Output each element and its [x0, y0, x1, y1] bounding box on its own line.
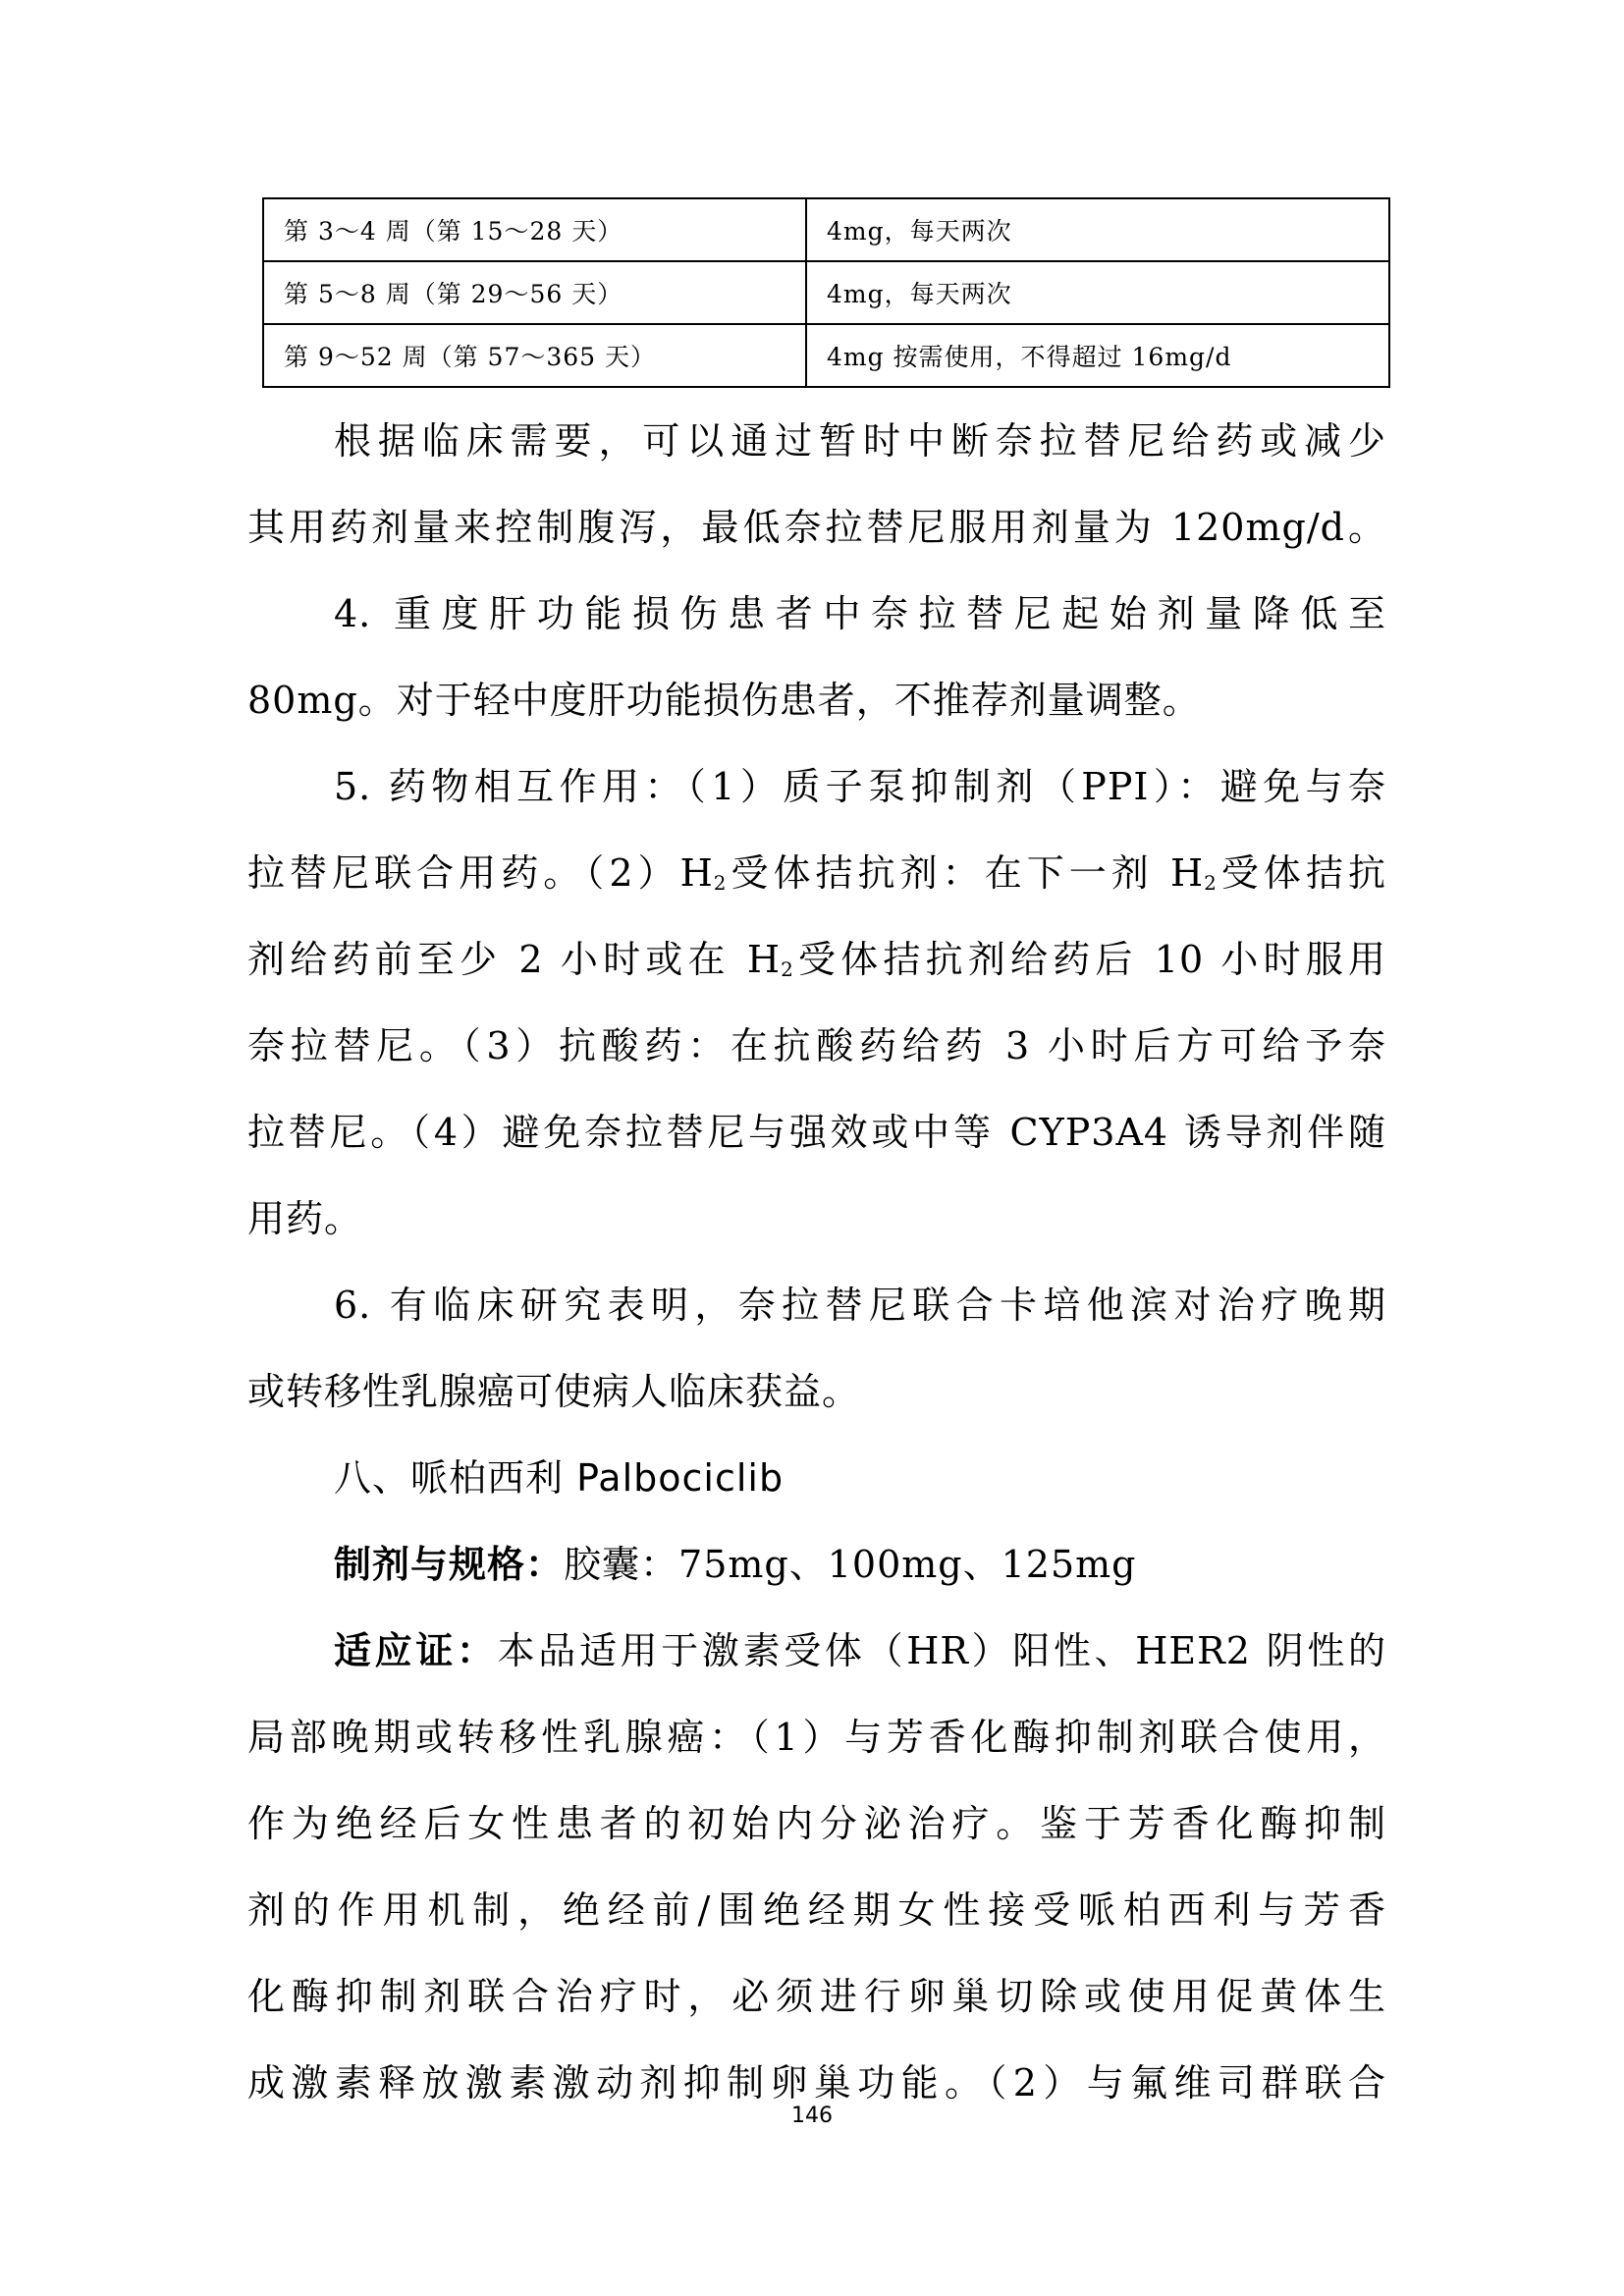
- text-run: 受体拮抗剂：在下一剂 H: [727, 851, 1205, 895]
- paragraph-line: 80mg。对于轻中度肝功能损伤患者，不推荐剂量调整。: [247, 679, 1201, 722]
- period-cell: 第 3～4 周（第 15～28 天）: [263, 198, 806, 261]
- spec-line: [247, 1535, 1386, 1594]
- page-number: 146: [791, 2104, 833, 2128]
- spec-label: 制剂与规格：: [334, 1543, 565, 1586]
- paragraph-line: 其用药剂量来控制腹泻，最低奈拉替尼服用剂量为 120mg/d。: [247, 506, 1386, 549]
- paragraph-line: 作为绝经后女性患者的初始内分泌治疗。鉴于芳香化酶抑制: [247, 1802, 1386, 1845]
- dose-cell: 4mg，每天两次: [806, 198, 1389, 261]
- section-heading: 八、哌柏西利 Palbociclib: [334, 1456, 785, 1500]
- paragraph-line: 奈拉替尼。（3）抗酸药：在抗酸药给药 3 小时后方可给予奈: [247, 1024, 1386, 1067]
- paragraph-line: 剂的作用机制，绝经前/围绝经期女性接受哌柏西利与芳香: [247, 1888, 1386, 1932]
- paragraph-line: 成激素释放激素激动剂抑制卵巢功能。（2）与氟维司群联合: [247, 2061, 1386, 2105]
- text-run: 受体拮抗剂给药后 10 小时服用: [793, 938, 1386, 981]
- paragraph-line: 4. 重度肝功能损伤患者中奈拉替尼起始剂量降低至: [334, 592, 1386, 635]
- paragraph-line: 拉替尼。（4）避免奈拉替尼与强效或中等 CYP3A4 诱导剂伴随: [247, 1111, 1386, 1154]
- subscript: 2: [713, 871, 728, 895]
- paragraph-line: 用药。: [247, 1197, 363, 1240]
- table-row: [263, 198, 1389, 261]
- paragraph-line: 5. 药物相互作用：（1）质子泵抑制剂（PPI）：避免与奈: [334, 765, 1386, 808]
- subscript: 2: [781, 957, 794, 981]
- paragraph-line: 根据临床需要，可以通过暂时中断奈拉替尼给药或减少: [334, 419, 1386, 463]
- indication-line: [247, 1621, 1386, 1680]
- dosage-table: [262, 197, 1390, 388]
- text-run: 受体拮抗: [1217, 851, 1386, 895]
- paragraph-line: [247, 844, 1386, 902]
- indication-label: 适应证：: [334, 1629, 498, 1672]
- table-row: [263, 261, 1389, 324]
- period-cell: 第 5～8 周（第 29～56 天）: [263, 261, 806, 324]
- paragraph-line: 6. 有临床研究表明，奈拉替尼联合卡培他滨对治疗晚期: [334, 1284, 1386, 1327]
- dose-cell: 4mg 按需使用，不得超过 16mg/d: [806, 324, 1389, 387]
- paragraph-line: 局部晚期或转移性乳腺癌：（1）与芳香化酶抑制剂联合使用，: [247, 1716, 1386, 1759]
- text-run: 剂给药前至少 2 小时或在 H: [247, 938, 782, 981]
- indication-text: 本品适用于激素受体（HR）阳性、HER2 阴性的: [497, 1629, 1386, 1672]
- subscript: 2: [1204, 871, 1218, 895]
- paragraph-line: [247, 930, 1386, 989]
- dose-cell: 4mg，每天两次: [806, 261, 1389, 324]
- spec-text: 胶囊：75mg、100mg、125mg: [564, 1543, 1137, 1586]
- table-row: [263, 324, 1389, 387]
- paragraph-line: 化酶抑制剂联合治疗时，必须进行卵巢切除或使用促黄体生: [247, 1975, 1386, 2018]
- period-cell: 第 9～52 周（第 57～365 天）: [263, 324, 806, 387]
- text-run: 拉替尼联合用药。（2）H: [247, 851, 714, 895]
- paragraph-line: 或转移性乳腺癌可使病人临床获益。: [247, 1370, 861, 1413]
